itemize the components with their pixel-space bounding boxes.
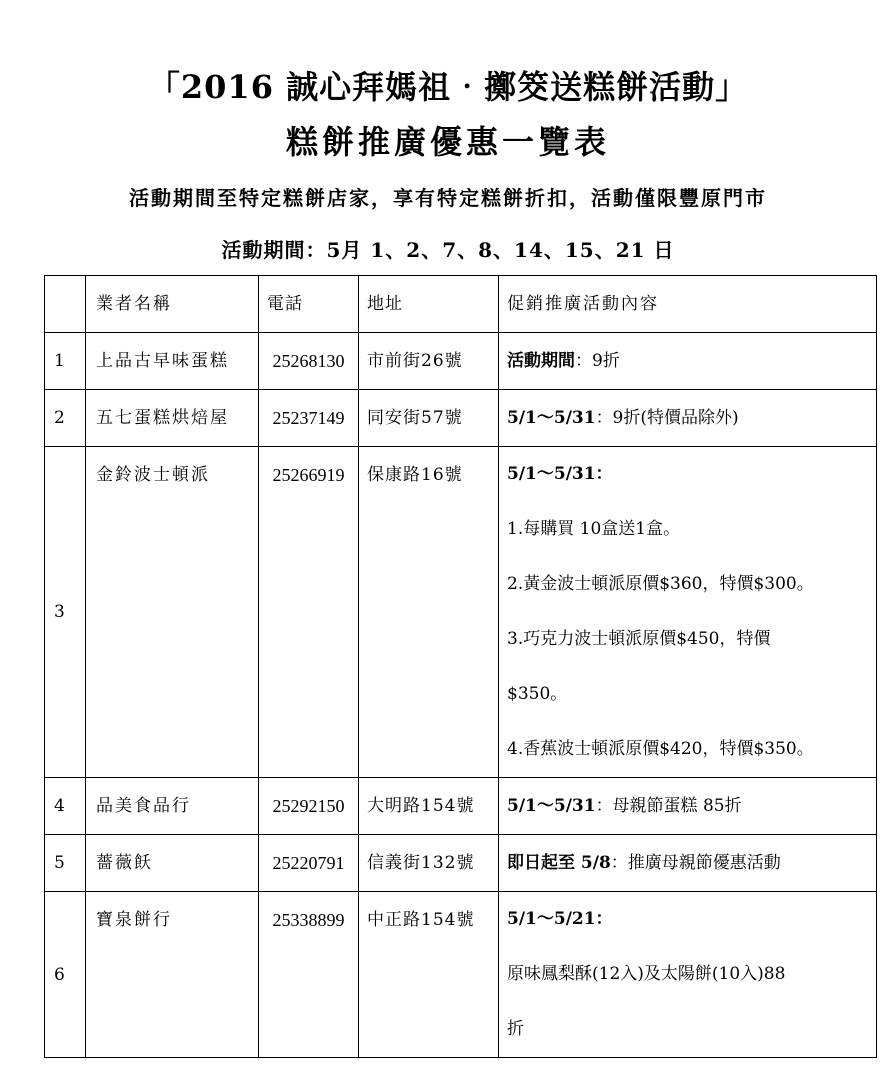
- row-number: 3: [45, 447, 86, 778]
- promotion-line: $350。: [507, 684, 568, 704]
- row-number: 4: [45, 778, 86, 835]
- table-row: [45, 892, 877, 1058]
- table-row: [45, 333, 877, 390]
- vendor-address: 大明路154號: [359, 778, 499, 835]
- vendor-phone: 25237149: [259, 390, 359, 447]
- row-number: 1: [45, 333, 86, 390]
- promotion-period: 5/1～5/31：: [507, 464, 613, 484]
- promotion-line: 4.香蕉波士頓派原價$420，特價$350。: [507, 739, 814, 759]
- promotion-detail: ：9折(特價品除外): [595, 408, 739, 428]
- header-promotion: 促銷推廣活動內容: [499, 276, 877, 333]
- vendor-name: 五七蛋糕烘焙屋: [86, 390, 259, 447]
- promotion-period: 即日起至 5/8: [507, 853, 611, 873]
- promotion-line: 原味鳳梨酥(12入)及太陽餅(10入)88: [507, 964, 786, 984]
- promotion-table: [44, 275, 877, 1058]
- promotion-line: 折: [507, 1019, 524, 1039]
- vendor-name: 金鈴波士頓派: [86, 447, 259, 778]
- promotion-period: 5/1～5/21：: [507, 909, 613, 929]
- row-number: 5: [45, 835, 86, 892]
- vendor-phone: 25292150: [259, 778, 359, 835]
- promotion-period: 5/1～5/31: [507, 408, 596, 428]
- vendor-phone: 25266919: [259, 447, 359, 778]
- header-number: [45, 276, 86, 333]
- vendor-address: 信義街132號: [359, 835, 499, 892]
- promotion-content: [499, 892, 877, 1058]
- vendor-phone: 25338899: [259, 892, 359, 1058]
- vendor-address: 市前街26號: [359, 333, 499, 390]
- table-row: [45, 447, 877, 778]
- promotion-line: 3.巧克力波士頓派原價$450，特價: [507, 629, 771, 649]
- table-row: [45, 778, 877, 835]
- promotion-line: 1.每購買 10盒送1盒。: [507, 519, 681, 539]
- promotion-content: [499, 390, 877, 447]
- table-row: [45, 835, 877, 892]
- header-phone: 電話: [259, 276, 359, 333]
- header-address: 地址: [359, 276, 499, 333]
- promotion-period: 活動期間: [507, 351, 575, 371]
- vendor-address: 中正路154號: [359, 892, 499, 1058]
- document-title: 「2016 誠心拜媽祖‧擲筊送糕餅活動」: [147, 68, 749, 106]
- promotion-line: 2.黃金波士頓派原價$360，特價$300。: [507, 574, 814, 594]
- vendor-name: 上品古早味蛋糕: [86, 333, 259, 390]
- vendor-phone: 25268130: [259, 333, 359, 390]
- vendor-address: 同安街57號: [359, 390, 499, 447]
- promotion-content: [499, 447, 877, 778]
- table-header-row: [45, 276, 877, 333]
- header-vendor-name: 業者名稱: [86, 276, 259, 333]
- promotion-period: 5/1～5/31: [507, 796, 596, 816]
- promotion-detail: ：母親節蛋糕 85折: [595, 796, 742, 816]
- event-period: 活動期間：5月 1、2、7、8、14、15、21 日: [221, 238, 675, 262]
- promotion-content: [499, 333, 877, 390]
- vendor-name: 寶泉餅行: [86, 892, 259, 1058]
- event-description: 活動期間至特定糕餅店家，享有特定糕餅折扣，活動僅限豐原門市: [129, 186, 767, 210]
- promotion-detail: ：9折: [575, 351, 620, 371]
- vendor-name: 薔薇飫: [86, 835, 259, 892]
- promotion-content: [499, 835, 877, 892]
- promotion-content: [499, 778, 877, 835]
- promotion-detail: ：推廣母親節優惠活動: [610, 853, 781, 873]
- table-row: [45, 390, 877, 447]
- row-number: 6: [45, 892, 86, 1058]
- vendor-name: 品美食品行: [86, 778, 259, 835]
- vendor-phone: 25220791: [259, 835, 359, 892]
- vendor-address: 保康路16號: [359, 447, 499, 778]
- row-number: 2: [45, 390, 86, 447]
- document-subtitle: 糕餅推廣優惠一覽表: [285, 123, 610, 161]
